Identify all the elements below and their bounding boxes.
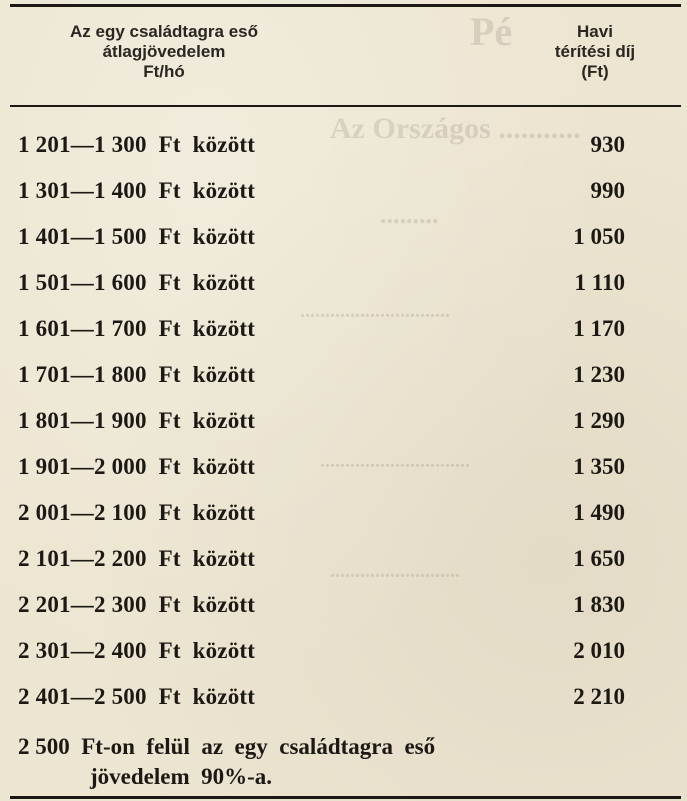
fee-header-line: (Ft) <box>581 62 609 81</box>
bottom-rule <box>10 796 681 799</box>
income-range: 2 201—2 300 Ft között <box>18 592 256 617</box>
monthly-fee: 1 350 <box>573 454 625 479</box>
table-row <box>0 590 687 620</box>
footnote-line: 2 500 Ft-on felül az egy családtagra eső <box>18 734 436 759</box>
monthly-fee: 930 <box>590 132 625 157</box>
monthly-fee: 1 830 <box>573 592 625 617</box>
fee-header-line: Havi <box>577 22 613 41</box>
income-column-header <box>14 22 314 82</box>
income-range: 1 701—1 800 Ft között <box>18 362 256 387</box>
monthly-fee: 1 230 <box>573 362 625 387</box>
bleed-through-texture: Az Országos ........... <box>330 112 581 145</box>
monthly-fee: 2 210 <box>573 684 625 709</box>
fee-column-header <box>520 22 670 82</box>
fee-header-line: térítési díj <box>554 42 636 61</box>
table-row <box>0 452 687 482</box>
monthly-fee: 1 170 <box>573 316 625 341</box>
bleed-through-texture: .............................. <box>300 300 450 322</box>
income-range: 2 301—2 400 Ft között <box>18 638 256 663</box>
table-row <box>0 636 687 666</box>
footnote <box>18 732 578 792</box>
income-range: 2 101—2 200 Ft között <box>18 546 256 571</box>
bleed-through-texture: .............................. <box>320 450 470 472</box>
income-range: 1 201—1 300 Ft között <box>18 132 256 157</box>
income-header-line: átlagjövedelem <box>102 42 226 61</box>
income-range: 1 301—1 400 Ft között <box>18 178 256 203</box>
table-row <box>0 314 687 344</box>
bleed-through-texture: ......... <box>380 200 439 229</box>
income-range: 1 501—1 600 Ft között <box>18 270 256 295</box>
income-range: 1 601—1 700 Ft között <box>18 316 256 341</box>
table-row <box>0 360 687 390</box>
table-row <box>0 406 687 436</box>
monthly-fee: 2 010 <box>573 638 625 663</box>
header-rule <box>10 105 681 107</box>
monthly-fee: 1 490 <box>573 500 625 525</box>
income-header-line: Ft/hó <box>143 62 185 81</box>
table-row <box>0 176 687 206</box>
table-row <box>0 222 687 252</box>
income-range: 1 901—2 000 Ft között <box>18 454 256 479</box>
monthly-fee: 1 650 <box>573 546 625 571</box>
income-range: 1 801—1 900 Ft között <box>18 408 256 433</box>
table-row <box>0 130 687 160</box>
income-range: 2 401—2 500 Ft között <box>18 684 256 709</box>
table-row <box>0 498 687 528</box>
bleed-through-texture: .......................... <box>330 560 460 582</box>
top-rule <box>10 4 681 7</box>
footnote-line: jövedelem 90%-a. <box>90 764 273 789</box>
income-range: 1 401—1 500 Ft között <box>18 224 256 249</box>
table-row <box>0 682 687 712</box>
income-range: 2 001—2 100 Ft között <box>18 500 256 525</box>
monthly-fee: 990 <box>590 178 625 203</box>
table-row <box>0 544 687 574</box>
income-header-line: Az egy családtagra eső <box>69 22 259 41</box>
monthly-fee: 1 050 <box>573 224 625 249</box>
monthly-fee: 1 110 <box>574 270 625 295</box>
table-row <box>0 268 687 298</box>
bleed-through-texture: Pé <box>470 9 513 54</box>
monthly-fee: 1 290 <box>573 408 625 433</box>
